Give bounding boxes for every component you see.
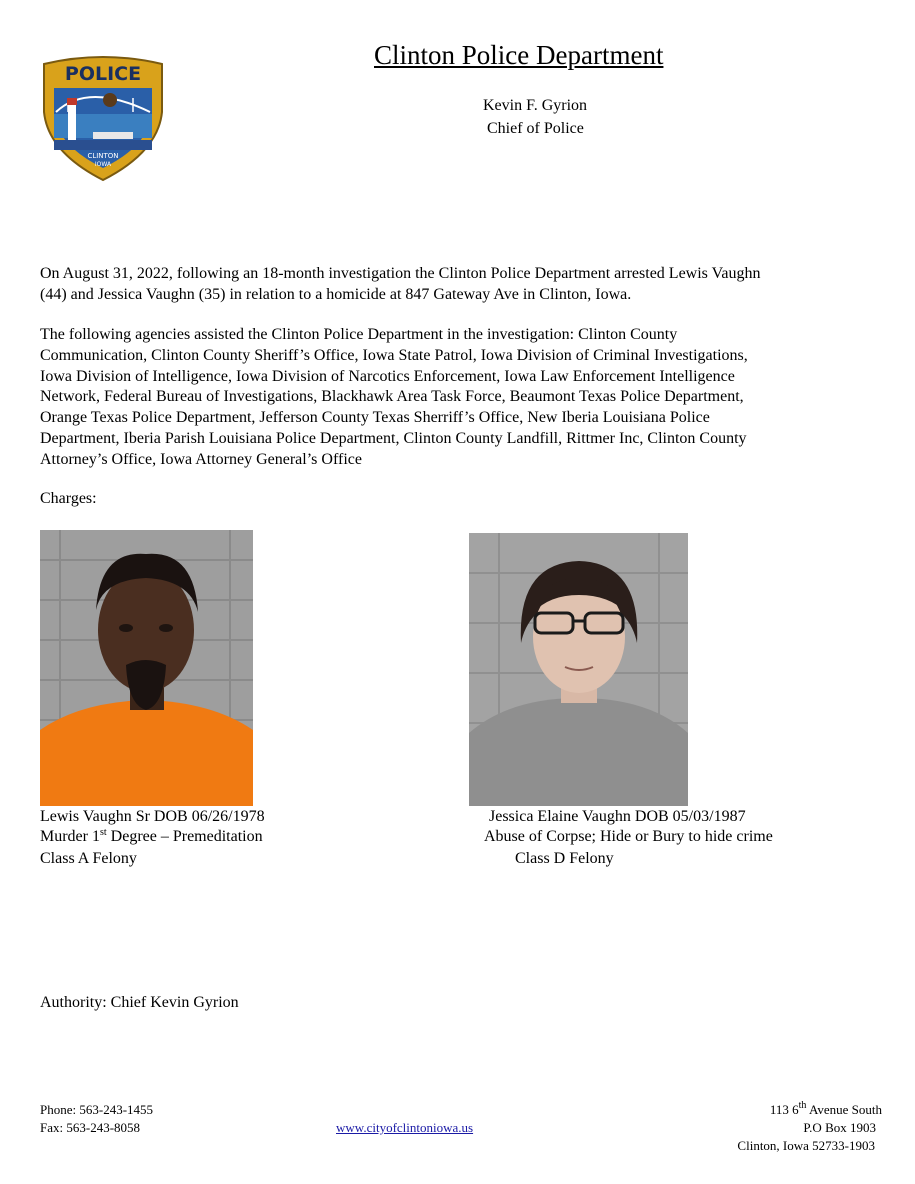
agencies-line: Network, Federal Bureau of Investigations, Blackhawk Area Task Force, Beaumont Texas Police Department, xyxy=(40,388,744,406)
agencies-line: The following agencies assisted the Clinton Police Department in the investigation: Clinton County xyxy=(40,326,678,343)
footer-phone: Phone: 563-243-1455 xyxy=(40,1102,154,1117)
footer-po-box: P.O Box 1903 xyxy=(803,1120,876,1135)
page-title: Clinton Police Department xyxy=(374,40,664,70)
suspect-1-charge-pre: Murder 1 xyxy=(40,828,100,845)
chief-title: Chief of Police xyxy=(487,120,584,137)
footer-address-post: Avenue South xyxy=(806,1102,882,1117)
suspect-1-charge xyxy=(40,828,263,846)
agencies-line: Attorney’s Office, Iowa Attorney General’s Office xyxy=(40,450,362,468)
badge-police-text: POLICE xyxy=(64,63,142,85)
footer-address-sup: th xyxy=(798,1100,807,1111)
agencies-line: Orange Texas Police Department, Jefferson County Texas Sherriff’s Office, New Iberia Louisiana Police xyxy=(40,409,710,427)
suspect-2-class: Class D Felony xyxy=(515,850,614,867)
arrest-line-2: (44) and Jessica Vaughn (35) in relation to a homicide at 847 Gateway Ave in Clinton, Iowa. xyxy=(40,285,632,303)
arrest-line-1: On August 31, 2022, following an 18-month investigation the Clinton Police Department arrested Lewis Vaughn xyxy=(40,265,761,282)
agencies-line: Communication, Clinton County Sheriff’s Office, Iowa State Patrol, Iowa Division of Criminal Investigations, xyxy=(40,346,748,364)
chief-name: Kevin F. Gyrion xyxy=(483,97,588,114)
agencies-paragraph xyxy=(40,325,880,471)
suspect-1-charge-post: Degree – Premeditation xyxy=(106,828,263,845)
badge-state-text: IOWA xyxy=(94,161,112,168)
footer-address xyxy=(770,1102,882,1118)
authority-line: Authority: Chief Kevin Gyrion xyxy=(40,994,239,1011)
badge-city-text: CLINTON xyxy=(87,152,119,160)
agencies-line: Department, Iberia Parish Louisiana Police Department, Clinton County Landfill, Rittmer Inc, Clinton County xyxy=(40,429,747,447)
footer-website-link[interactable]: www.cityofclintoniowa.us xyxy=(336,1120,474,1135)
footer-address-pre: 113 6 xyxy=(769,1102,799,1117)
suspect-1-charge-sup: st xyxy=(99,827,107,838)
mugshot-jessica-vaughn xyxy=(469,533,688,806)
mugshot-lewis-vaughn xyxy=(40,530,253,806)
footer-fax: Fax: 563-243-8058 xyxy=(40,1120,141,1135)
police-badge-logo xyxy=(38,52,168,182)
agencies-line: Iowa Division of Intelligence, Iowa Division of Narcotics Enforcement, Iowa Law Enforcement Intelligence xyxy=(40,367,735,385)
suspect-2-charge: Abuse of Corpse; Hide or Bury to hide crime xyxy=(484,828,773,845)
footer-city-zip: Clinton, Iowa 52733-1903 xyxy=(737,1138,875,1153)
arrest-paragraph xyxy=(40,264,880,306)
suspect-2-name-dob: Jessica Elaine Vaughn DOB 05/03/1987 xyxy=(489,808,746,825)
suspect-1-name-dob: Lewis Vaughn Sr DOB 06/26/1978 xyxy=(40,808,265,825)
charges-label: Charges: xyxy=(40,490,97,507)
suspect-1-class: Class A Felony xyxy=(40,850,137,867)
